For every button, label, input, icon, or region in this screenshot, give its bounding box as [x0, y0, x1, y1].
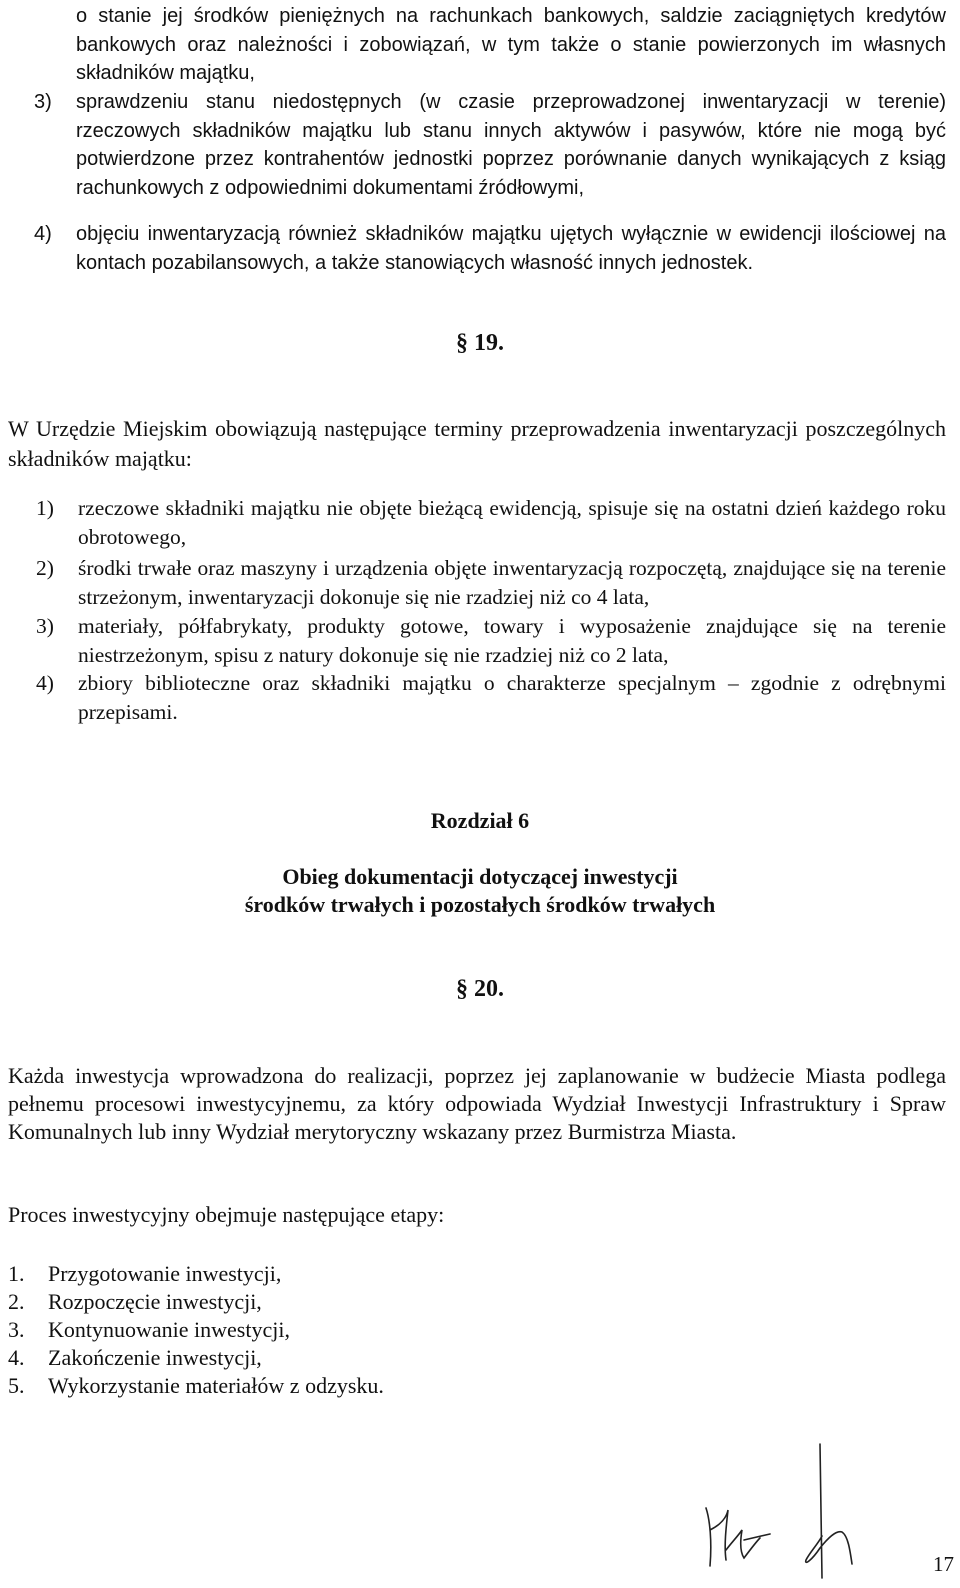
top-list-item-4 [34, 220, 946, 277]
stage-text: Kontynuowanie inwestycji, [48, 1317, 290, 1342]
stage-number: 3. [8, 1317, 25, 1342]
page-number: 17 [933, 1552, 954, 1576]
section-19-item-4 [36, 669, 946, 727]
stages-intro: Proces inwestycyjny obejmuje następujące etapy: [8, 1202, 445, 1227]
continuation-paragraph [76, 2, 946, 88]
list-item-text: objęciu inwentaryzacją również składników majątku ujętych wyłącznie w ewidencji ilościowej na kontach pozabilansowych, a także stanowiących własność innych jednostek. [76, 223, 946, 274]
list-item-text: sprawdzeniu stanu niedostępnych (w czasie przeprowadzonej inwentaryzacji w terenie) rzeczowych składników majątku lub stanu innych aktywów i pasywów, które nie mogą być potwierdzone przez kontrahentów jednostki poprzez porównanie danych wynikających z ksiąg rachunkowych z odpowiednimi dokumentami źródłowymi, [76, 91, 946, 199]
chapter-title-line-2: środków trwałych i pozostałych środków trwałych [244, 892, 716, 917]
stage-text: Przygotowanie inwestycji, [48, 1261, 282, 1286]
list-item-text: materiały, półfabrykaty, produkty gotowe, towary i wyposażenie znajdujące się na terenie niestrzeżonym, spisu z natury dokonuje się nie rzadziej niż co 2 lata, [78, 614, 946, 667]
section-19-item-2 [36, 554, 946, 612]
section-19-item-1 [36, 494, 946, 552]
continuation-text: o stanie jej środków pieniężnych na rachunkach bankowych, saldzie zaciągniętych kredytów bankowych oraz należności i zobowiązań, w tym także o stanie powierzonych im własnych składników majątku, [76, 5, 946, 84]
section-20-paragraph: Każda inwestycja wprowadzona do realizacji, poprzez jej zaplanowanie w budżecie Miasta podlega pełnemu procesowi inwestycyjnemu, za który odpowiada Wydział Inwestycji Infrastruktury i Spraw Komunalnych lub inny Wydział merytoryczny wskazany przez Burmistrza Miasta. [8, 1063, 946, 1144]
stage-number: 2. [8, 1289, 25, 1314]
list-number: 4) [34, 223, 52, 245]
stage-text: Wykorzystanie materiałów z odzysku. [48, 1373, 384, 1398]
signature-1 [700, 1490, 780, 1570]
chapter-number: Rozdział 6 [430, 808, 530, 833]
list-item-text: zbiory biblioteczne oraz składniki majątku o charakterze specjalnym – zgodnie z odrębnymi przepisami. [78, 671, 946, 724]
list-number: 4) [36, 671, 54, 695]
list-number: 3) [36, 614, 54, 638]
stage-item [8, 1316, 608, 1344]
stage-number: 4. [8, 1345, 25, 1370]
list-number: 2) [36, 556, 54, 580]
section-20-heading: § 20. [456, 976, 504, 1002]
stage-item [8, 1344, 608, 1372]
section-19-heading: § 19. [456, 330, 504, 356]
section-19-item-3 [36, 612, 946, 670]
stage-number: 5. [8, 1373, 25, 1398]
stage-text: Zakończenie inwestycji, [48, 1345, 262, 1370]
list-number: 3) [34, 91, 52, 113]
stage-text: Rozpoczęcie inwestycji, [48, 1289, 262, 1314]
stage-item [8, 1288, 608, 1316]
stage-number: 1. [8, 1261, 25, 1286]
list-item-text: rzeczowe składniki majątku nie objęte bieżącą ewidencją, spisuje się na ostatni dzień każdego roku obrotowego, [78, 496, 946, 549]
list-number: 1) [36, 496, 54, 520]
chapter-title-line-1: Obieg dokumentacji dotyczącej inwestycji [282, 864, 678, 889]
stages-list [8, 1260, 608, 1400]
top-list-item-3 [34, 88, 946, 202]
list-item-text: środki trwałe oraz maszyny i urządzenia objęte inwentaryzacją rozpoczętą, znajdujące się na terenie strzeżonym, inwentaryzacji dokonuje się nie rzadziej niż co 4 lata, [78, 556, 946, 609]
section-19-intro: W Urzędzie Miejskim obowiązują następujące terminy przeprowadzenia inwentaryzacji poszczególnych składników majątku: [8, 416, 946, 471]
signature-2 [800, 1440, 880, 1580]
stage-item [8, 1372, 608, 1400]
stage-item [8, 1260, 608, 1288]
